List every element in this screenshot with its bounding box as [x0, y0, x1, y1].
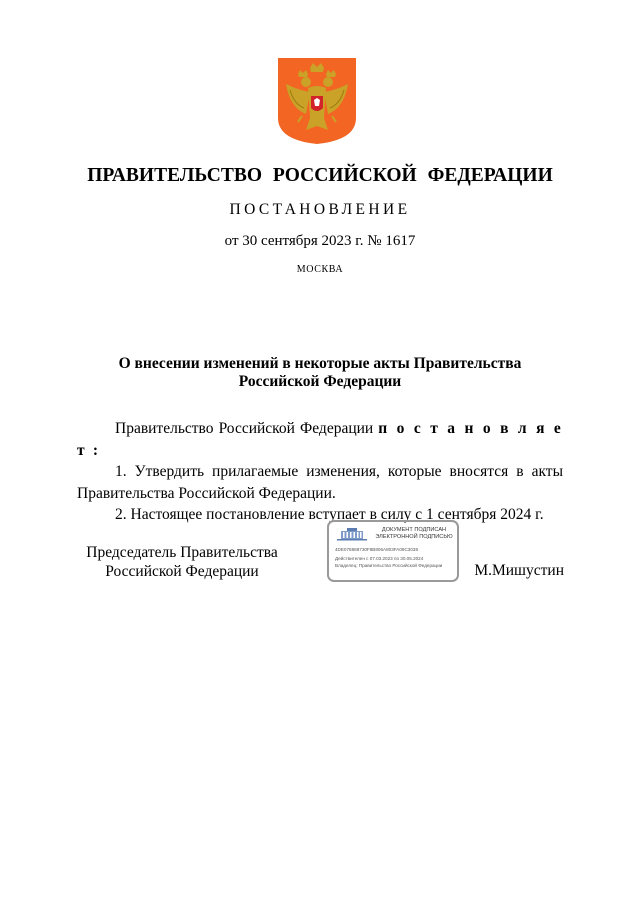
document-city: МОСКВА [296, 264, 344, 275]
certificate-owner: Владелец: Правительство Российской Федерации [335, 563, 443, 568]
electronic-signature-stamp [327, 520, 459, 582]
clause-1: 1. Утвердить прилагаемые изменения, которые вносятся в акты Правительства Российской Федерации. [77, 463, 563, 502]
russian-coat-of-arms-icon [276, 56, 358, 146]
government-building-icon [337, 527, 367, 541]
subject-line-1: О внесении изменений в некоторые акты Правительства [118, 355, 522, 372]
signatory-position-line-1: Председатель Правительства [86, 544, 278, 561]
signer-name: М.Мишустин [474, 562, 564, 579]
resolves-keyword: п о с т а н о в л я е т : [77, 420, 563, 459]
stamp-title-line-1: ДОКУМЕНТ ПОДПИСАН [381, 527, 447, 533]
certificate-serial: 4DE078888730F8B806A803FA09C3038 [335, 547, 419, 552]
stamp-title [371, 527, 457, 541]
stamp-title-line-2: ЭЛЕКТРОННОЙ ПОДПИСЬЮ [375, 534, 453, 540]
document-subject [80, 355, 560, 391]
document-type: ПОСТАНОВЛЕНИЕ [229, 201, 411, 218]
document-date-number: от 30 сентября 2023 г. № 1617 [224, 233, 416, 249]
certificate-validity: Действителен с 07.03.2023 по 30.05.2024 [335, 556, 424, 561]
clause-2: 2. Настоящее постановление вступает в силу с 1 сентября 2024 г. [115, 506, 544, 523]
government-title: ПРАВИТЕЛЬСТВО РОССИЙСКОЙ ФЕДЕРАЦИИ [87, 165, 553, 186]
intro-text: Правительство Российской Федерации [115, 420, 379, 437]
signatory-position [77, 543, 287, 581]
document-body [77, 418, 563, 526]
resolution-intro [77, 418, 563, 461]
signatory-position-line-2: Российской Федерации [105, 563, 259, 580]
subject-line-2: Российской Федерации [238, 373, 402, 390]
